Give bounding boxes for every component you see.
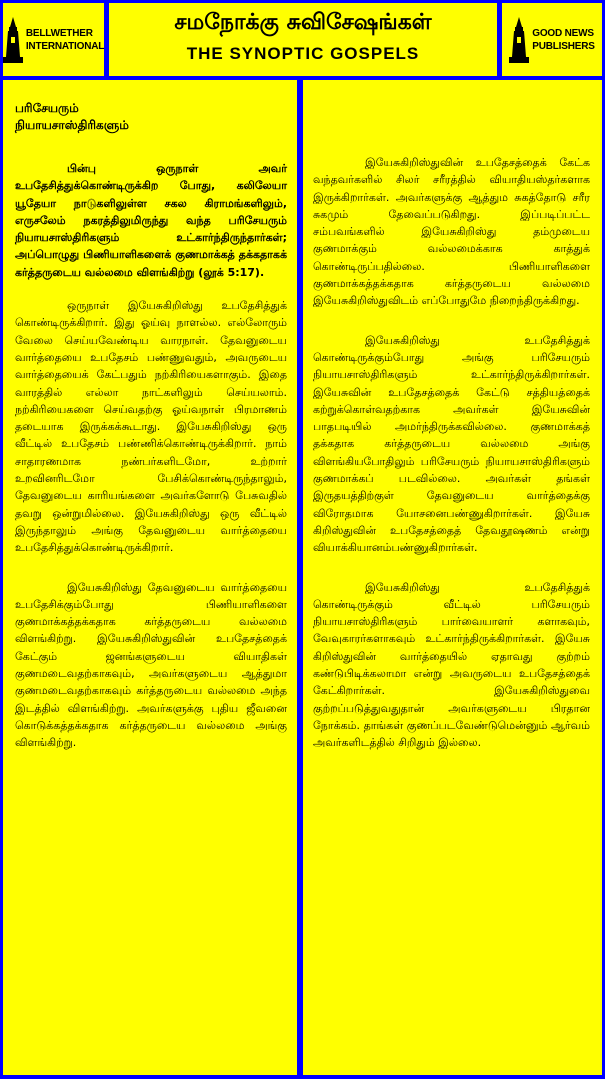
right-logo-line2: PUBLISHERS <box>532 40 595 52</box>
article-heading-line2: நியாயசாஸ்திரிகளும் <box>15 118 129 132</box>
page-title-english: THE SYNOPTIC GOSPELS <box>186 44 420 63</box>
article-column-left <box>3 80 297 1075</box>
page-header <box>109 3 497 76</box>
paragraph: இயேசுகிறிஸ்து உபதேசித்துக் கொண்டிருக்கும் வீட்டில் பரிசேயரும் நியாயசாஸ்திரிகளும் பார்வையாளர் களாகவும், வேவுகாரர்களாகவும் உட்கார்ந்திருக்கிறார்கள். இயேசு கிறிஸ்துவின் வார்த்தையில் ஏதாவது குற்றம் கண்டுபிடிக்கலாமா என்று அவருடைய உபதேசத்தைக் கேட்கிறார்கள். இயேசுகிறிஸ்துவை குற்றப்படுத்துவதுதான் அவர்களுடைய பிரதான நோக்கம். தாங்கள் குணப்படவேண்டுமென்னும் ஆர்வம் அவர்களிடத்தில் சிறிதும் இல்லை. <box>313 580 590 750</box>
good-news-logo <box>502 3 602 76</box>
good-news-tower-icon <box>509 17 529 63</box>
article-heading <box>15 100 287 134</box>
article-column-right <box>303 80 602 1075</box>
right-logo-line1: GOOD NEWS <box>532 27 594 39</box>
paragraph: இயேசுகிறிஸ்து உபதேசித்துக் கொண்டிருக்கும்போது அங்கு பரிசேயரும் நியாயசாஸ்திரிகளும் உட்கார்ந்திருக்கிறார்கள். இயேசுவின் உபதேசத்தைக் கேட்டு சத்தியத்தைக் கற்றுக்கொள்வதற்காக அவர்கள் இயேசுவின் பாதபடியில் அமர்ந்திருக்கவில்லை. குணமாக்கத் தக்கதாக கர்த்தருடைய வல்லமை அங்கு விளங்கியபோதிலும் பரிசேயரும் நியாயசாஸ்திரிகளும் குணமாக்கப் படவில்லை. அவர்கள் தங்கள் இருதயத்திற்குள் தேவனுடைய வார்த்தைக்கு விரோதமாக யோசனைபண்ணுகிறார்கள். இயேசு கிறிஸ்துவின் உபதேசத்தைத் தேவதூஷணம் என்று வியாக்கியானம்பண்ணுகிறார்கள். <box>313 333 590 555</box>
left-logo-line2: INTERNATIONAL <box>25 40 105 52</box>
paragraph: இயேசுகிறிஸ்து தேவனுடைய வார்த்தையை உபதேசிக்கும்போது பிணியாளிகளை குணமாக்கத்தக்கதாக கர்த்தருடைய வல்லமை விளங்கிற்று. இயேசுகிறிஸ்துவின் உபதேசத்தைக் கேட்கும் ஜனங்களுடைய வியாதிகள் குணமடைவதற்காகவும், அவர்களுடைய ஆத்துமா குணமடைவதற்காகவும் கர்த்தருடைய வல்லமை அந்த இடத்தில் விளங்கிற்று. அவர்களுக்கு புதிய ஜீவனை கொடுக்கத்தக்கதாக கர்த்தருடைய வல்லமை அங்கு விளங்கிற்று. <box>15 580 287 750</box>
article-heading-line1: பரிசேயரும் <box>15 101 79 115</box>
paragraph: இயேசுகிறிஸ்துவின் உபதேசத்தைக் கேட்க வந்தவர்களில் சிலர் சரீரத்தில் வியாதியஸ்தர்களாக இருக்கிறார்கள். அவர்களுக்கு ஆத்தும சுகத்தோடு சரீர சுகமும் தேவைப்படுகிறது. இப்படிப்பட்ட சம்பவங்களில் இயேசுகிறிஸ்து தம்முடைய குணமாக்கும் வல்லமைக்காக காத்துக் கொண்டிருப்பதில்லை. பிணியாளிகளை குணமாக்கத்தக்கதாக கர்த்தருடைய வல்லமை இயேசுகிறிஸ்துவிடம் எப்போதுமே நிறைந்திருக்கிறது. <box>313 156 590 308</box>
left-logo-line1: BELLWETHER <box>25 27 93 39</box>
bellwether-logo <box>3 3 104 76</box>
scripture-verse: பின்பு ஒருநாள் அவர் உபதேசித்துக்கொண்டிருக்கிற போது, கலிலேயா யூதேயா நாடுகளிலுள்ள சகல கிராமங்களிலும், எருசலேம் நகரத்திலுமிருந்து வந்த பரிசேயரும் நியாயசாஸ்திரிகளும் உட்கார்ந்திருந்தார்கள்; அப்பொழுது பிணியாளிகளைக் குணமாக்கத் தக்கதாகக் கர்த்தருடைய வல்லமை விளங்கிற்று (லூக் 5:17). <box>15 162 287 279</box>
bellwether-tower-icon <box>3 17 23 63</box>
paragraph: ஒருநாள் இயேசுகிறிஸ்து உபதேசித்துக் கொண்டிருக்கிறார். இது ஓய்வு நாளல்ல. எல்லோரும் வேலை செய்யவேண்டிய வாரநாள். தேவனுடைய வார்த்தையை உபதேசம் பண்ணுவதும், அவருடைய வார்த்தையைக் கேட்பதும் நற்கிரியைகளாகும். இதை வாரத்தில் எல்லா நாட்களிலும் செய்யலாம். நற்கிரியைகளை செய்வதற்கு ஓய்வநாள் பிரமாணம் தடையாக இருக்கக்கூடாது. இயேசுகிறிஸ்து ஒரு வீட்டில் உபதேசம் பண்ணிக்கொண்டிருக்கிறார். நாம் சாதாரணமாக நண்பர்களிடமோ, உற்றார் உறவினரிடமோ பேசிக்கொண்டிருந்தாலும், தேவனுடைய காரியங்களை அவர்களோடு பேசுவதில் தவறு ஒன்றுமில்லை. இயேசுகிறிஸ்து ஒரு வீட்டில் இருந்தாலும் அங்கு தேவனுடைய வார்த்தையை உபதேசித்துக்கொண்டிருக்கிறார். <box>15 299 287 555</box>
page-title-tamil: சமநோக்கு சுவிசேஷங்கள் <box>174 10 432 35</box>
